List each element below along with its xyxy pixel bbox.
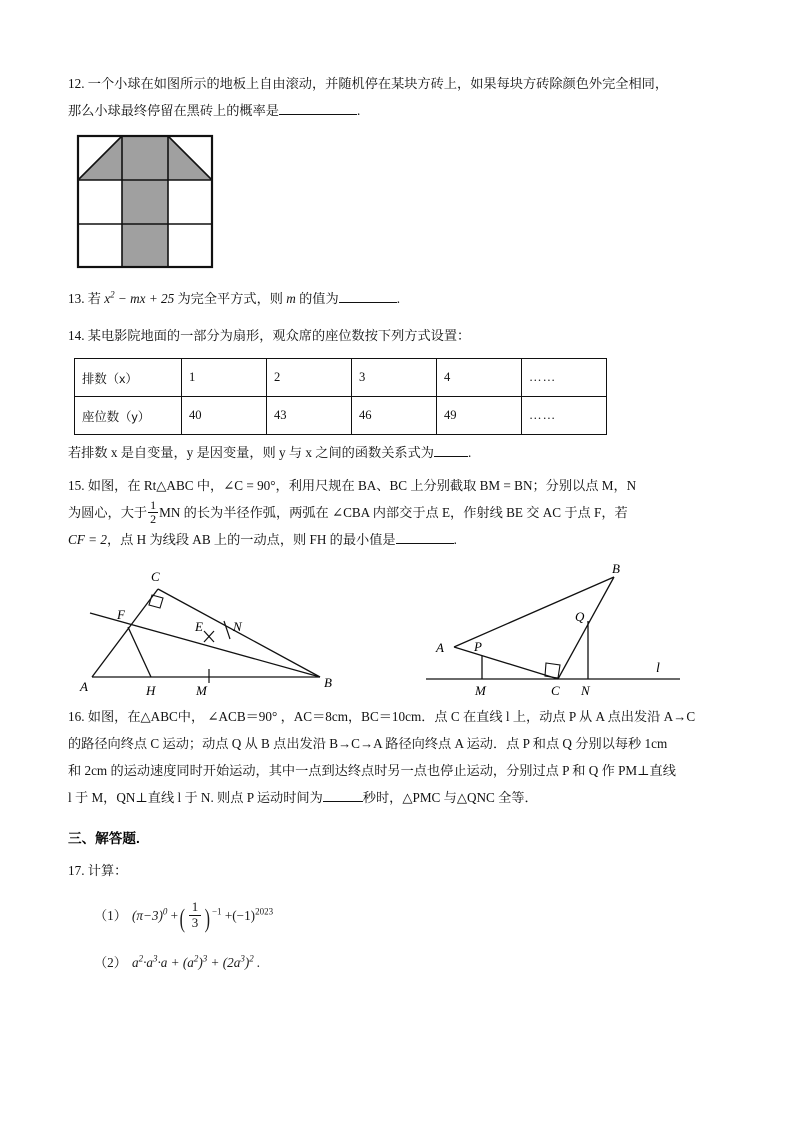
question-13-text-b: 为完全平方式，则 (177, 291, 283, 306)
floor-tile-figure (76, 134, 216, 271)
left-paren-big: ( (179, 903, 186, 933)
table-row-rows (75, 359, 607, 397)
row-header-paishu: 排数（x） (75, 359, 182, 397)
segment-ac (92, 589, 158, 677)
item-2-expression: $a^2\cdot a^3\cdot a + (a^2)^3 + (2a^3)^2$ . (131, 953, 261, 970)
question-16-line-1 (68, 703, 732, 730)
label-line-l: l (656, 661, 660, 677)
question-13-line (68, 285, 732, 312)
question-12-line-2 (68, 97, 732, 124)
answer-blank-15[interactable] (396, 543, 454, 544)
ray-be (90, 613, 320, 677)
question-12-period: . (357, 103, 361, 118)
row-header-zuoweishu: 座位数（y） (75, 397, 182, 435)
table-row-seats (75, 397, 607, 435)
question-16-text-line4-a: l 于 M，QN⊥直线 l 于 N. 则点 P 运动时间为 (68, 790, 323, 806)
label-n-right: N (581, 683, 590, 699)
cell-seat-3: 46 (352, 397, 437, 435)
item-1-exponent-3: 2023 (255, 906, 274, 917)
question-13-number: 13. (68, 291, 85, 306)
item-1-exponent-1: 0 (162, 906, 168, 917)
question-17-number: 17. (68, 863, 85, 879)
cell-row-ellipsis: …… (522, 359, 607, 397)
question-15-cf-value: CF = 2 (68, 532, 107, 548)
figure-triangle-construction (78, 559, 378, 699)
item-1-expr-part1 (132, 908, 167, 923)
answer-blank-12[interactable] (279, 114, 357, 115)
fraction-numerator: 1 (150, 498, 157, 512)
question-15-number: 15. (68, 478, 85, 493)
question-15-text-line3-b: ，点 H 为线段 AB 上的一动点，则 FH 的最小值是 (106, 532, 396, 548)
question-14-followup-text: 若排数 x 是自变量，y 是因变量，则 y 与 x 之间的函数关系式为 (68, 445, 434, 460)
question-13-period: . (396, 291, 400, 306)
cell-row-1: 1 (182, 359, 267, 397)
question-13-text-a: 若 (87, 291, 101, 306)
fraction-numerator-17: 1 (189, 900, 202, 916)
label-a: A (80, 679, 88, 695)
floor-tile-svg (76, 134, 216, 271)
question-13-expression: $x^2$ − mx + 25 (104, 289, 175, 306)
label-b: B (324, 675, 332, 691)
label-q: Q (575, 609, 585, 625)
question-16-number: 16. (68, 709, 85, 725)
question-16-text-line4-b: 秒时，△PMC 与△QNC 全等． (362, 790, 538, 806)
label-n: N (233, 619, 242, 635)
question-15-text-line2-a: 为圆心，大于 (68, 505, 148, 521)
label-b-right: B (612, 561, 620, 577)
cell-row-2: 2 (267, 359, 352, 397)
label-c: C (151, 569, 160, 585)
question-14-text: 某电影院地面的一部分为扇形，观众席的座位数按下列方式设置： (87, 328, 471, 343)
question-12 (68, 70, 732, 124)
item-1-pi-term: (π−3) (131, 908, 163, 923)
answer-blank-16[interactable] (323, 801, 363, 802)
question-15-line-3 (68, 526, 732, 553)
question-17 (68, 857, 732, 978)
label-f: F (117, 607, 125, 623)
question-16-text-line1: 如图，在△ABC中， ∠ACB＝90° ，AC＝8cm，BC＝10cm．点 C 在直线 l 上，动点 P 从 A 点出发沿 A→C (87, 709, 696, 725)
right-angle-mark-c (149, 595, 163, 608)
page-content (68, 70, 732, 980)
geometry-figures-row (68, 559, 732, 701)
question-15-line-2 (68, 499, 732, 526)
question-14-period: . (467, 445, 472, 460)
question-15 (68, 472, 732, 553)
question-15-text-line2-b: MN 的长为半径作弧，两弧在 ∠CBA 内部交于点 E，作射线 BE 交 AC 于点 F，若 (159, 505, 628, 521)
item-1-plus-1: + (170, 908, 179, 923)
item-1-minus-one-term: (−1) (232, 908, 256, 923)
label-p: P (474, 639, 482, 655)
item-1-expr-part2 (232, 908, 273, 923)
item-1-plus-2: + (224, 908, 233, 923)
tile-full-bottom-middle (122, 224, 168, 267)
segment-ab-right (454, 577, 614, 647)
question-13 (68, 285, 732, 312)
question-12-line-1 (68, 70, 732, 97)
right-paren-big: ) (204, 903, 211, 933)
question-16 (68, 703, 732, 811)
cell-seat-ellipsis: …… (522, 397, 607, 435)
label-e: E (195, 619, 203, 635)
fraction-one-third (189, 900, 202, 930)
question-17-line (68, 857, 732, 884)
question-15-line-1 (68, 472, 732, 499)
question-14-number: 14. (68, 328, 85, 343)
question-17-prompt: 计算： (87, 863, 128, 879)
question-15-text-line1: 如图，在 Rt△ABC 中，∠C = 90°，利用尺规在 BA、BC 上分别截取 BM = BN；分别以点 M，N (87, 478, 637, 493)
item-1-exponent-2: −1 (211, 906, 222, 917)
segment-bc-right (558, 577, 614, 679)
question-14-line (68, 322, 732, 349)
tile-full-middle (122, 180, 168, 224)
figure-triangle-line-l (418, 559, 718, 699)
segment-ac-right (454, 647, 558, 679)
label-h: H (146, 683, 156, 699)
question-16-line-2: 的路径向终点 C 运动；动点 Q 从 B 点出发沿 B→C→A 路径向终点 A 运动．点 P 和点 Q 分别以每秒 1cm (68, 736, 668, 752)
question-13-variable: m (286, 291, 296, 306)
item-2-label: （2） (94, 954, 127, 970)
question-17-item-1 (94, 900, 732, 932)
question-12-text-line1: 一个小球在如图所示的地板上自由滚动，并随机停在某块方砖上，如果每块方砖除颜色外完全相同， (87, 76, 669, 91)
cell-seat-4: 49 (437, 397, 522, 435)
question-15-period: . (453, 532, 457, 548)
cell-seat-1: 40 (182, 397, 267, 435)
segment-fh (128, 627, 151, 677)
question-14 (68, 322, 732, 466)
fraction-one-half (148, 499, 158, 526)
cell-row-4: 4 (437, 359, 522, 397)
label-m: M (196, 683, 207, 699)
answer-blank-13[interactable] (339, 302, 397, 303)
fraction-denominator: 2 (150, 511, 157, 526)
cell-row-3: 3 (352, 359, 437, 397)
label-m-right: M (475, 683, 486, 699)
label-c-right: C (551, 683, 560, 699)
item-1-label: （1） (94, 908, 127, 923)
tile-full-top-middle (122, 136, 168, 180)
question-13-text-c: 的值为 (299, 291, 339, 306)
answer-blank-14[interactable] (434, 456, 468, 457)
question-17-item-2 (94, 948, 732, 978)
tick-mark-n (224, 621, 230, 639)
section-heading-answer-questions: 三、解答题. (68, 831, 140, 847)
question-12-number: 12. (68, 76, 85, 91)
question-14-followup (68, 439, 732, 466)
question-12-text-line2: 那么小球最终停留在黑砖上的概率是 (68, 103, 279, 118)
seats-table (74, 358, 607, 435)
question-16-line-3: 和 2cm 的运动速度同时开始运动，其中一点到达终点时另一点也停止运动，分别过点 P 和 Q 作 PM⊥直线 (68, 763, 676, 779)
fraction-denominator-17: 3 (191, 914, 199, 930)
question-16-line-4 (68, 784, 732, 811)
label-a-right: A (436, 640, 444, 656)
cell-seat-2: 43 (267, 397, 352, 435)
